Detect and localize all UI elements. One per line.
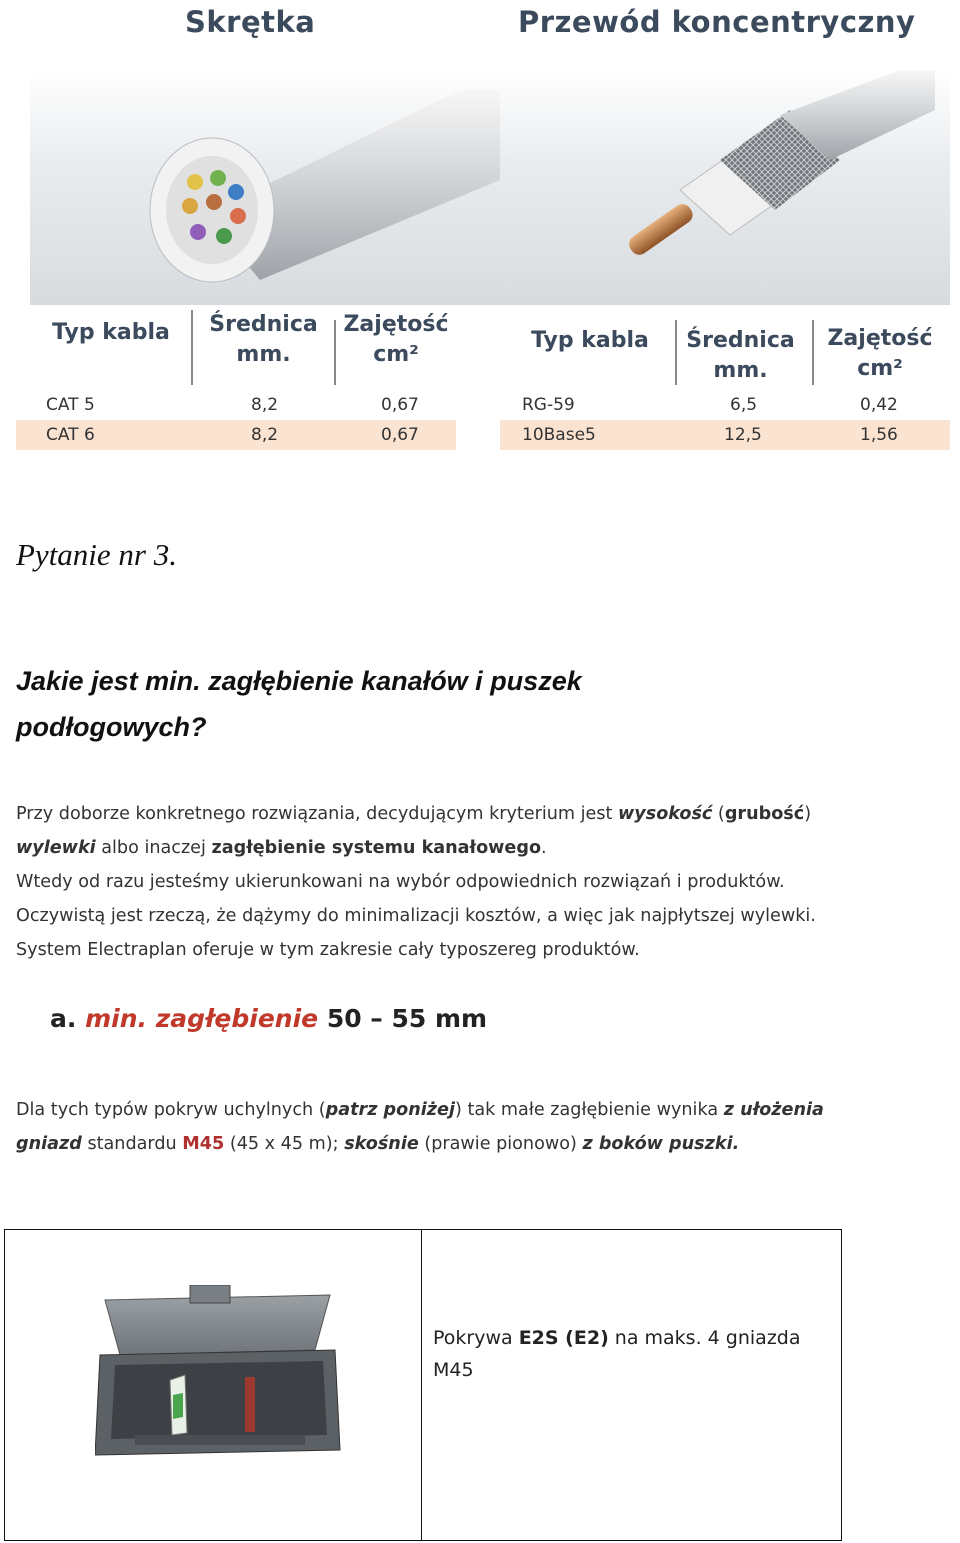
- header-separator: [675, 320, 677, 385]
- header-occupancy: Zajętość cm²: [827, 326, 933, 381]
- cable-figure: [0, 0, 960, 470]
- header-occupancy: Zajętość cm²: [343, 312, 449, 367]
- spec-table-coaxial: [500, 310, 950, 455]
- header-separator: [812, 320, 814, 385]
- paragraph-intro: [16, 797, 946, 967]
- header-diameter: Średnica mm.: [209, 312, 318, 367]
- paragraph-line: System Electraplan oferuje w tym zakresie cały typoszereg produktów.: [16, 940, 640, 960]
- question-title: Pytanie nr 3.: [16, 537, 177, 572]
- product-description: Pokrywa E2S (E2) na maks. 4 gniazda M45: [433, 1327, 801, 1381]
- product-table: [4, 1229, 842, 1541]
- floor-box-photo: [95, 1285, 345, 1470]
- paragraph-detail: [16, 1093, 946, 1161]
- figure-title-coaxial: Przewód koncentryczny: [518, 5, 916, 39]
- header-type: Typ kabla: [531, 328, 649, 353]
- list-item-a: [50, 1004, 487, 1033]
- paragraph-line: Wtedy od razu jesteśmy ukierunkowani na wybór odpowiednich rozwiązań i produktów.: [16, 872, 785, 892]
- list-marker: a.: [50, 1004, 77, 1033]
- list-item-label: min. zagłębienie: [85, 1004, 319, 1033]
- table-row: CAT 5 8,2 0,67: [16, 390, 456, 420]
- header-separator: [191, 310, 193, 385]
- question-subtitle: Jakie jest min. zagłębienie kanałów i puszek podłogowych?: [16, 666, 582, 742]
- table-row: 10Base5 12,5 1,56: [500, 420, 950, 450]
- header-diameter: Średnica mm.: [686, 328, 795, 383]
- table-divider: [421, 1230, 422, 1540]
- paragraph-line: gniazd standardu M45 (45 x 45 m); skośnie (prawie pionowo) z boków puszki.: [16, 1134, 740, 1154]
- header-type: Typ kabla: [52, 320, 170, 345]
- table-row: RG-59 6,5 0,42: [500, 390, 950, 420]
- table-row: CAT 6 8,2 0,67: [16, 420, 456, 450]
- figure-title-twisted-pair: Skrętka: [185, 5, 316, 39]
- list-item-value: 50 – 55 mm: [318, 1004, 488, 1033]
- paragraph-line: Przy doborze konkretnego rozwiązania, decydującym kryterium jest wysokość (grubość): [16, 804, 812, 824]
- paragraph-line: Dla tych typów pokryw uchylnych (patrz poniżej) tak małe zagłębienie wynika z ułożenia: [16, 1100, 824, 1120]
- cable-photo: [30, 70, 950, 305]
- paragraph-line: wylewki albo inaczej zagłębienie systemu kanałowego.: [16, 838, 547, 858]
- spec-table-twisted-pair: [16, 310, 456, 455]
- paragraph-line: Oczywistą jest rzeczą, że dążymy do minimalizacji kosztów, a więc jak najpłytszej wylewki.: [16, 906, 816, 926]
- header-separator: [334, 320, 336, 385]
